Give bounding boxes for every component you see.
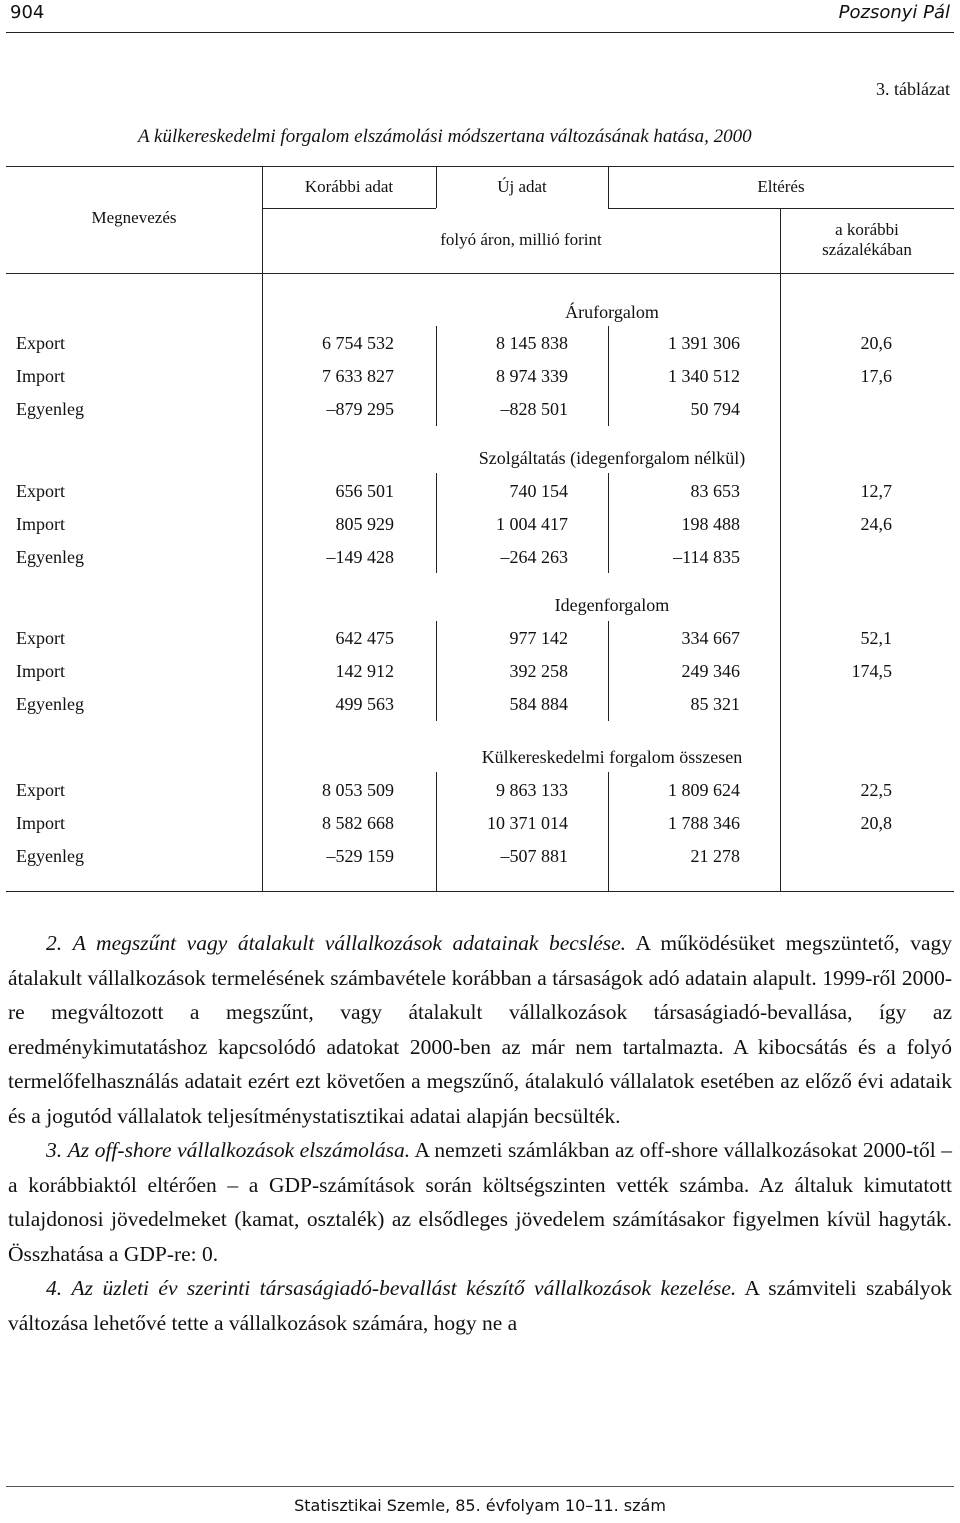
cell-new: 392 258 (509, 661, 568, 681)
cell-difference: 249 346 (681, 661, 740, 681)
cell-new: 8 145 838 (496, 333, 568, 353)
section-title: Áruforgalom (565, 302, 659, 322)
row-label: Export (16, 481, 65, 501)
vline-s2-b (608, 473, 609, 573)
cell-new: 10 371 014 (487, 813, 568, 833)
cell-previous: 656 501 (335, 481, 394, 501)
table-top-rule (6, 166, 954, 167)
cell-previous: –529 159 (326, 846, 394, 866)
vline-s1-a (436, 326, 437, 426)
cell-difference: 83 653 (690, 481, 740, 501)
paragraph-text: A számviteli szabályok változása lehetővé tette a vállalkozások számára, hogy ne a (8, 1276, 952, 1335)
section-title: Idegenforgalom (554, 595, 670, 615)
cell-difference: 21 278 (690, 846, 740, 866)
cell-percent: 17,6 (860, 366, 892, 386)
header-bottom-rule (6, 273, 954, 274)
section-title: Külkereskedelmi forgalom összesen (481, 747, 743, 767)
row-label: Egyenleg (16, 547, 84, 567)
vline-body-4 (780, 273, 781, 891)
cell-percent: 22,5 (860, 780, 892, 800)
vline-s3-b (608, 621, 609, 721)
cell-previous: 499 563 (335, 694, 394, 714)
cell-new: 9 863 133 (496, 780, 568, 800)
cell-previous: 6 754 532 (322, 333, 394, 353)
row-label: Egyenleg (16, 399, 84, 419)
cell-new: 977 142 (509, 628, 568, 648)
cell-new: 1 004 417 (496, 514, 568, 534)
cell-percent: 20,8 (860, 813, 892, 833)
cell-difference: 1 340 512 (668, 366, 740, 386)
cell-percent: 12,7 (860, 481, 892, 501)
row-label: Import (16, 813, 65, 833)
cell-difference: 334 667 (681, 628, 740, 648)
vline-s4-b (608, 772, 609, 891)
paragraph-heading: Az üzleti év szerinti társaságiadó-bevallást készítő vállalkozások kezelése. (71, 1276, 737, 1300)
vline-h4 (780, 208, 781, 273)
paragraph-heading: A megszűnt vagy átalakult vállalkozások adatainak becslése. (72, 931, 627, 955)
paragraph (8, 1271, 952, 1340)
cell-new: –264 263 (500, 547, 568, 567)
cell-new: 8 974 339 (496, 366, 568, 386)
cell-new: 584 884 (509, 694, 568, 714)
cell-previous: 642 475 (335, 628, 394, 648)
paragraph-number: 2. (46, 931, 63, 955)
section-title: Szolgáltatás (idegenforgalom nélkül) (478, 448, 746, 468)
vline-s3-a (436, 621, 437, 721)
header-sub-rule-b (608, 208, 954, 209)
cell-difference: 50 794 (690, 399, 740, 419)
cell-new: –507 881 (500, 846, 568, 866)
row-label: Export (16, 628, 65, 648)
cell-difference: 1 809 624 (668, 780, 740, 800)
cell-percent: 20,6 (860, 333, 892, 353)
header-unit: folyó áron, millió forint (440, 230, 602, 249)
row-label: Import (16, 514, 65, 534)
cell-previous: –879 295 (326, 399, 394, 419)
paragraph-text: A nemzeti számlákban az off-shore vállalkozásokat 2000-től – a korábbiaktól eltérően – a GDP-számítások során költségszinten vették számba. Az általuk kimutatott tulajdonosi jövedelmeket (kamat, osztalék) az elsődleges jövedelem számításakor figyelmen kívül hagyták. Összhatása a GDP-re: 0. (8, 1138, 952, 1266)
paragraph (8, 926, 952, 1133)
cell-new: –828 501 (500, 399, 568, 419)
cell-difference: 85 321 (690, 694, 740, 714)
header-difference: Eltérés (757, 177, 805, 196)
cell-previous: 8 053 509 (322, 780, 394, 800)
table-number: 3. táblázat (876, 79, 950, 99)
cell-previous: 8 582 668 (322, 813, 394, 833)
cell-difference: 198 488 (681, 514, 740, 534)
row-label: Egyenleg (16, 846, 84, 866)
cell-previous: 7 633 827 (322, 366, 394, 386)
paragraph-text: A működésüket megszüntető, vagy átalakult vállalkozások termelésének számbavétele korábban a társaságok adó adatain alapult. 1999-ről 2000-re megváltozott a megszűnt, vagy átalakult vállalkozások társaságiadó-bevallása, így az eredménykimutatáshoz kapcsolódó adatokat 2000-ben az már nem tartalmazta. A kibocsátás és a folyó termelőfelhasználás adatait ezért ezt követően a megszűnő, átalakuló vállalatok esetében az előző évi adataik és a jogutód vállalatok teljesítménystatisztikai adatai alapján becsülték. (8, 931, 953, 1128)
row-label: Egyenleg (16, 694, 84, 714)
paragraph-number: 3. (46, 1138, 63, 1162)
cell-new: 740 154 (509, 481, 568, 501)
row-label: Import (16, 366, 65, 386)
row-label: Import (16, 661, 65, 681)
data-table (6, 166, 954, 892)
paragraph (8, 1133, 952, 1271)
paragraph-heading: Az off-shore vállalkozások elszámolása. (67, 1138, 411, 1162)
row-label: Export (16, 333, 65, 353)
table-title: A külkereskedelmi forgalom elszámolási módszertana változásának hatása, 2000 (138, 126, 752, 147)
cell-percent: 174,5 (851, 661, 892, 681)
footer-rule (6, 1486, 954, 1487)
body-text (8, 926, 952, 1340)
page-footer: Statisztikai Szemle, 85. évfolyam 10–11. szám (294, 1496, 666, 1515)
cell-percent: 24,6 (860, 514, 892, 534)
cell-previous: –149 428 (326, 547, 394, 567)
cell-previous: 142 912 (335, 661, 394, 681)
cell-previous: 805 929 (335, 514, 394, 534)
header-previous: Korábbi adat (304, 177, 394, 196)
vline-s1-b (608, 326, 609, 426)
header-new: Új adat (497, 177, 547, 196)
page-header (0, 0, 960, 30)
vline-s4-a (436, 772, 437, 891)
header-name: Megnevezés (91, 208, 177, 227)
cell-difference: 1 391 306 (668, 333, 740, 353)
row-label: Export (16, 780, 65, 800)
author-name: Pozsonyi Pál (838, 2, 950, 23)
table-bottom-rule (6, 891, 954, 892)
header-rule (6, 32, 954, 33)
paragraph-number: 4. (46, 1276, 63, 1300)
vline-s2-a (436, 473, 437, 573)
header-percent: a korábbi százalékában (822, 220, 912, 259)
page-number: 904 (10, 2, 45, 23)
vline-body-1 (262, 273, 263, 891)
cell-percent: 52,1 (860, 628, 892, 648)
cell-difference: –114 835 (673, 547, 740, 567)
header-sub-rule-a (262, 208, 436, 209)
cell-difference: 1 788 346 (668, 813, 740, 833)
